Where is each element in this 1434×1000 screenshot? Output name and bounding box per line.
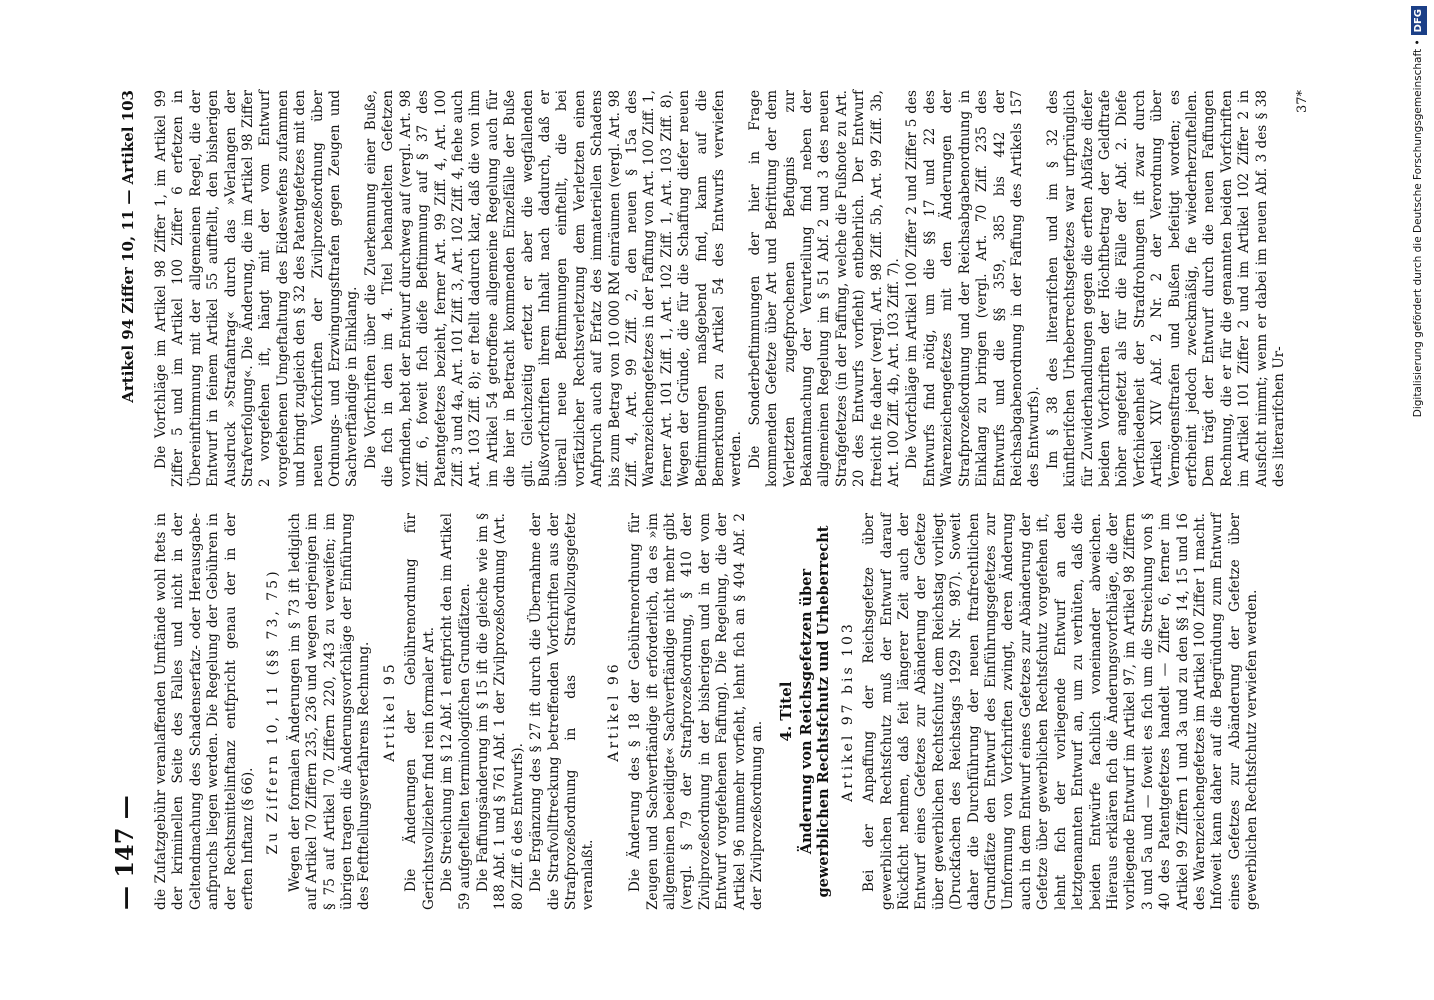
title-heading: 4. Titel (777, 681, 796, 742)
section-heading-artikel-95: Artikel 95 (381, 661, 398, 762)
paragraph: Die Faffungsänderung im § 15 ift die gleiche wie im § 188 Abf. 1 und § 761 Abf. 1 der Zivilprozeßordnung (Art. 80 Ziff. 6 des Entwurfs). (474, 513, 526, 910)
paragraph: Die Ergänzung des § 27 ift durch die Übernahme der die Strafvollftreckung betreffenden Vorfchriften aus der Strafprozeßordnung in das Strafvollzugsgefetz veranlaßt. (528, 513, 597, 910)
left-column (153, 513, 1312, 910)
paragraph: Die Vorfchläge im Artikel 100 Ziffer 2 und Ziffer 5 des Entwurfs find nötig, um die §§ 17 und 22 des Warenzeichengefetzes mit den Änderungen der Strafprozeßordnung und der Reichsabgabenordnung in Einklang zu bringen (vergl. Art. 70 Ziff. 235 des Entwurfs und die §§ 359, 385 bis 442 der Reichsabgabenordnung in der Faffung des Artikels 157 des Entwurfs). (904, 90, 1043, 487)
section-heading-artikel-96: Artikel 96 (605, 661, 622, 762)
running-head: Artikel 94 Ziffer 10, 11 — Artikel 103 (119, 90, 137, 403)
paragraph: Die Änderung des § 18 der Gebührenordnung für Zeugen und Sachverftändige ift erforderlich, da es »im allgemeinen beeidigte« Sachverftändige nicht mehr gibt (vergl. § 79 der Strafprozeßordnung, § 410 der Zivilprozeßordnung in der bisherigen und in der vom Entwurf vorgefehenen Faffung). Die Regelung, die der Artikel 96 nunmehr vorfieht, lehnt fich an § 404 Abf. 2 der Zivilprozeßordnung an. (627, 513, 765, 910)
title-subheading: Änderung von Reichsgefetzen über gewerblichen Rechtsfchutz und Urheberrecht (797, 525, 832, 898)
dfg-credit-text (1410, 6, 1426, 996)
document-page (80, 50, 1330, 950)
section-heading-ziffern: Zu Ziffern 10, 11 (§§ 73, 75) (265, 568, 282, 855)
paragraph: Im § 38 des literarifchen und im § 32 des künftlerifchen Urheberrechtsgefetzes war urfprünglich für Zuwiderhandlungen gegen die erften Abfätze diefer beiden Vorfchriften der Höchftbetrag der Geldftrafe höher angefetzt als für die Fälle der Abf. 2. Diefe Verfchiedenheit der Strafdrohungen ift zwar durch Artikel XIV Abf. 2 Nr. 2 der Verordnung über Vermögensftrafen und Bußen befeitigt worden; es erfcheint jedoch zweckmäßig, fie wiederherzuftellen. Dem trägt der Entwurf durch die neuen Faffungen Rechnung, die er für die genannten beiden Vorfchriften im Artikel 101 Ziffer 2 und im Artikel 102 Ziffer 2 in Ausficht nimmt; wenn er dabei im neuen Abf. 3 des § 38 des literarifchen Ur- (1044, 90, 1287, 487)
paragraph: Die Änderungen der Gebührenordnung für Gerichtsvollzieher find rein formaler Art. (403, 513, 437, 910)
scanned-page-area (80, 0, 1330, 1000)
paragraph: Die Streichung im § 12 Abf. 1 entfpricht den im Artikel 59 aufgeftellten terminologifchen Grundfätzen. (439, 513, 473, 910)
section-heading-artikel-97-103: Artikel 97 bis 103 (839, 621, 856, 802)
text-columns (153, 90, 1312, 910)
dfg-credit-label: Digitalisierung gefördert durch die Deutsche Forschungsgemeinschaft • (1412, 39, 1424, 418)
page-number: — 147 — (110, 795, 139, 910)
paragraph: Die Vorfchläge im Artikel 98 Ziffer 1, im Artikel 99 Ziffer 5 und im Artikel 100 Ziffer 6 erfetzen in Übereinftimmung mit der allgemeinen Regel, die der Entwurf in feinem Artikel 55 aufftellt, den bisherigen Ausdruck »Strafantrag« durch das »Verlangen der Strafverfolgung«. Die Änderung, die im Artikel 98 Ziffer 2 vorgefehen ift, hängt mit der vom Entwurf vorgefehenen Umgeftaltung des Eideswefens zufammen und bringt zugleich den § 32 des Patentgefetzes mit den neuen Vorfchriften der Zivilprozeßordnung über Ordnungs- und Erzwingungsftrafen gegen Zeugen und Sachverftändige in Einklang. (153, 90, 361, 487)
dfg-logo: DFG (1411, 6, 1427, 35)
paragraph: Die Vorfchriften über die Zuerkennung einer Buße, die fich in den im 4. Titel behandelten Gefetzen vorfinden, hebt der Entwurf durchweg auf (vergl. Art. 98 Ziff. 6, foweit fich diefe Beftimmung auf § 37 des Patentgefetzes bezieht, ferner Art. 99 Ziff. 4, Art. 100 Ziff. 3 und 4a, Art. 101 Ziff. 3, Art. 102 Ziff. 4, fiehe auch Art. 103 Ziff. 8); er ftellt dadurch klar, daß die von ihm im Artikel 54 getroffene allgemeine Regelung auch für die hier in Betracht kommenden Einzelfälle der Buße gilt. Gleichzeitig erfetzt er aber die wegfallenden Bußvorfchriften ihrem Inhalt nach dadurch, daß er überall neue Beftimmungen einftellt, die bei vorfätzlicher Rechtsverletzung dem Verletzten einen Anfpruch auch auf Erfatz des immateriellen Schadens bis zum Betrag von 10 000 RM einräumen (vergl. Art. 98 Ziff. 4, Art. 99 Ziff. 2, den neuen § 15a des Warenzeichengefetzes in der Faffung von Art. 100 Ziff. 1, ferner Art. 101 Ziff. 1, Art. 102 Ziff. 1, Art. 103 Ziff. 8). Wegen der Gründe, die für die Schaffung diefer neuen Beftimmungen maßgebend find, kann auf die Bemerkungen zu Artikel 54 des Entwurfs verwiefen werden. (362, 90, 745, 487)
dfg-credit-strip (1410, 6, 1426, 996)
page-header (110, 90, 139, 910)
paragraph: die Zufatzgebühr veranlaffenden Umftände wohl ftets in der kriminellen Seite des Falles und nicht in der Geltendmachung des Schadenserfatz- oder Herausgabe-anfpruchs liegen werden. Die Regelung der Gebühren in der Rechtsmittelinftanz entfpricht genau der in der erften Inftanz (§ 66). (153, 513, 257, 910)
paragraph: Wegen der formalen Änderungen im § 73 ift lediglich auf Artikel 70 Ziffern 235, 236 und wegen derjenigen im § 75 auf Artikel 70 Ziffern 220, 243 zu verweifen; im übrigen tragen die Änderungsvorfchläge der Einführung des Feftftellungsverfahrens Rechnung. (286, 513, 373, 910)
paragraph: Bei der Anpaffung der Reichsgefetze über gewerblichen Rechtsfchutz muß der Entwurf darauf Rückficht nehmen, daß feit längerer Zeit auch der Entwurf eines Gefetzes zur Abänderung der Gefetze über gewerblichen Rechtsfchutz dem Reichstag vorliegt (Druckfachen des Reichstags 1929 Nr. 987). Soweit daher die Durchführung der neuen ftrafrechtlichen Grundfätze den Entwurf des Einführungsgefetzes zur Umformung von Vorfchriften zwingt, deren Änderung auch in dem Entwurf eines Gefetzes zur Abänderung der Gefetze über gewerblichen Rechtsfchutz vorgefehen ift, lehnt fich der vorliegende Entwurf an den letztgenannten Entwurf an, um zu verhüten, daß die beiden Entwürfe fachlich voneinander abweichen. Hieraus erklären fich die Änderungsvorfchläge, die der vorliegende Entwurf im Artikel 97, im Artikel 98 Ziffern 3 und 5a und — foweit es fich um die Streichung von § 40 des Patentgefetzes handelt — Ziffer 6, ferner im Artikel 99 Ziffern 1 und 3a und zu den §§ 14, 15 und 16 des Warenzeichengefetzes im Artikel 100 Ziffer 1 macht. Infoweit kann daher auf die Begründung zum Entwurf eines Gefetzes zur Abänderung der Gefetze über gewerblichen Rechtsfchutz verwiefen werden. (861, 513, 1261, 910)
right-column (153, 90, 1312, 487)
paragraph: Die Sonderbeftimmungen der hier in Frage kommenden Gefetze über Art und Befrittung der dem Verletzten zugefprochenen Befugnis zur Bekanntmachung der Verurteilung find neben der allgemeinen Regelung im § 51 Abf. 2 und 3 des neuen Strafgefetzes (in der Faffung, welche die Fußnote zu Art. 20 des Entwurfs vorfieht) entbehrlich. Der Entwurf ftreicht fie daher (vergl. Art. 98 Ziff. 5b, Art. 99 Ziff. 3b, Art. 100 Ziff. 4b, Art. 103 Ziff. 7). (746, 90, 903, 487)
sheet-signature: 37* (1295, 90, 1311, 114)
